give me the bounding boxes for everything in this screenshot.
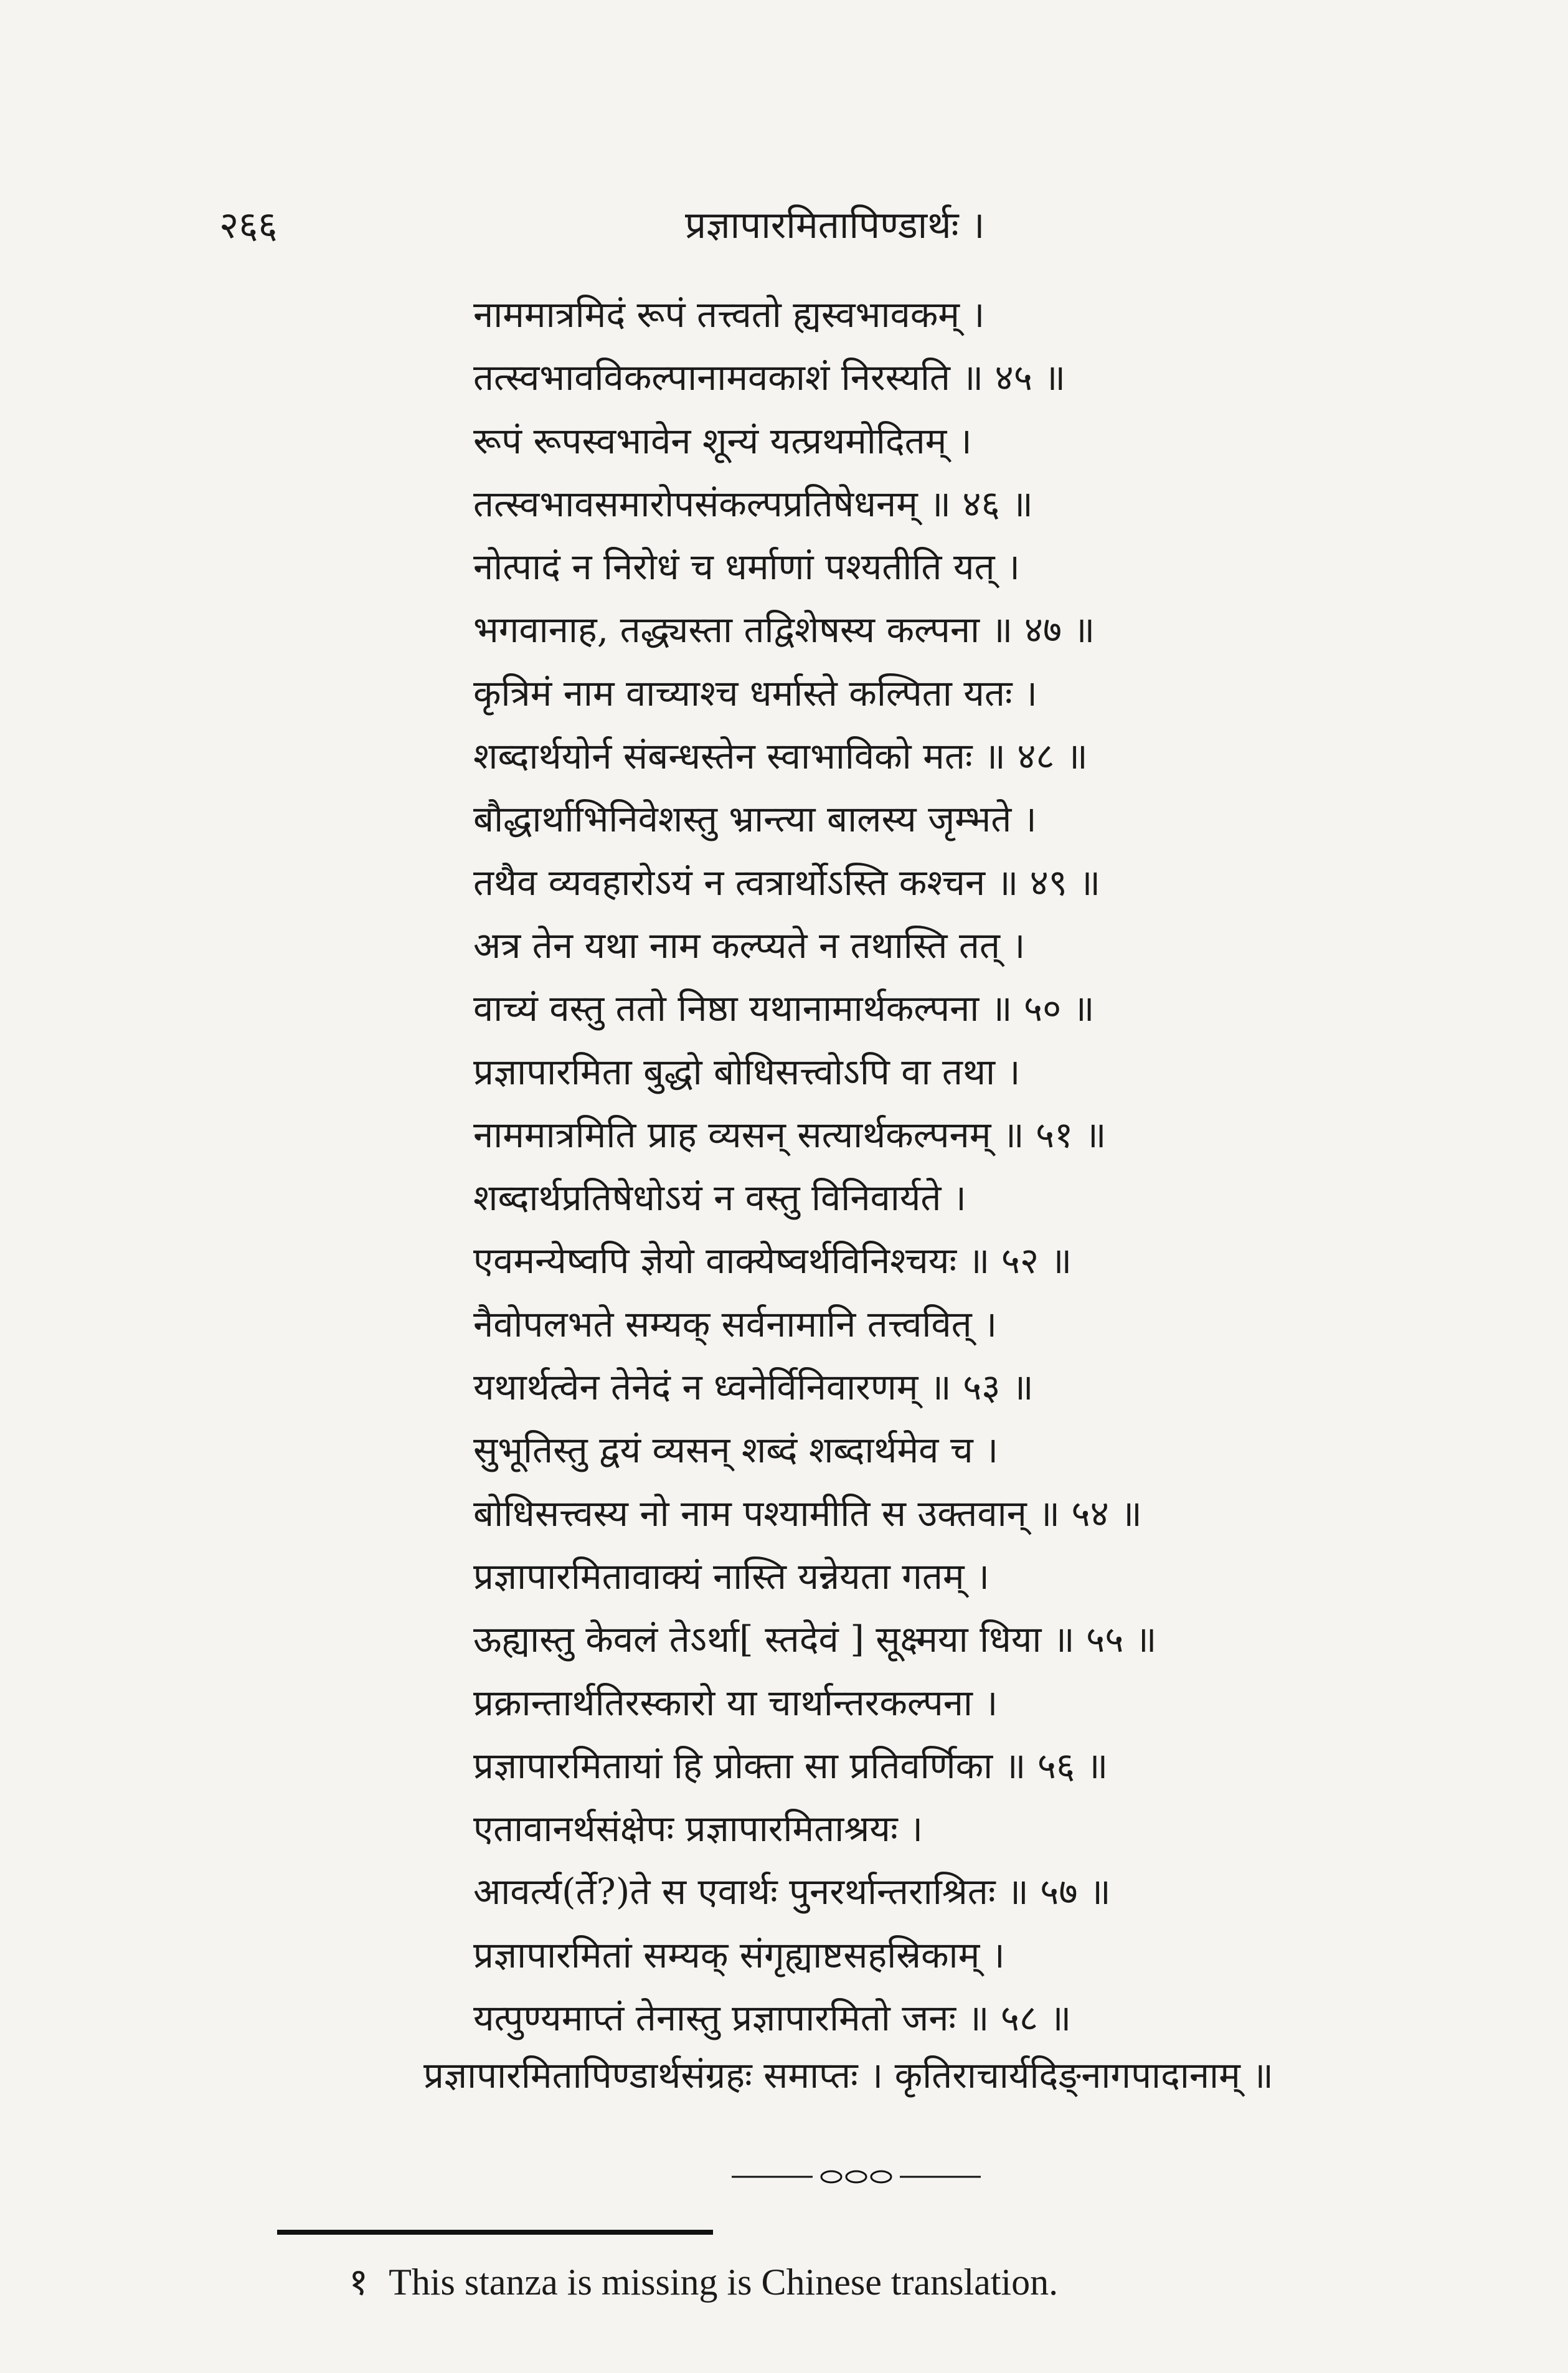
verse-line: शब्दार्थप्रतिषेधोऽयं न वस्तु विनिवार्यते । [473,1177,966,1220]
footnote [349,2255,1058,2306]
verse-line: सुभूतिस्तु द्वयं व्यसन् शब्दं शब्दार्थमेव च । [473,1429,999,1472]
verse-line: ऊह्यास्तु केवलं तेऽर्था[ स्तदेवं ] सूक्ष्मया धिया ॥ ५५ ॥ [473,1618,1157,1661]
verse-line: बोधिसत्त्वस्य नो नाम पश्यामीति स उक्तवान् ॥ ५४ ॥ [473,1492,1142,1535]
verse-line: प्रज्ञापारमितायां हि प्रोक्ता सा प्रतिवर्णिका ॥ ५६ ॥ [473,1744,1108,1787]
verse-line: बौद्धार्थाभिनिवेशस्तु भ्रान्त्या बालस्य जृम्भते । [473,798,1037,841]
verse-line: आवर्त्य(र्ते?)ते स एवार्थः पुनरर्थान्तराश्रितः ॥ ५७ ॥ [473,1870,1111,1913]
verse-line: शब्दार्थयोर्न संबन्धस्तेन स्वाभाविको मतः ॥ ४८ ॥ [473,735,1088,778]
verse-line: यत्पुण्यमाप्तं तेनास्तु प्रज्ञापारमितो जनः ॥ ५८ ॥ [473,1997,1072,2040]
verse-line: एतावानर्थसंक्षेपः प्रज्ञापारमिताश्रयः । [473,1807,923,1850]
verse-line: नैवोपलभते सम्यक् सर्वनामानि तत्त्ववित् । [473,1302,998,1345]
verse-line: तत्स्वभावसमारोपसंकल्पप्रतिषेधनम् ॥ ४६ ॥ [473,482,1033,525]
ornament-divider [732,2164,981,2189]
verse-line: भगवानाह, तद्ध्यस्ता तद्विशेषस्य कल्पना ॥ ४७ ॥ [473,609,1095,651]
verse-block [473,283,1519,2050]
verse-line: तत्स्वभावविकल्पानामवकाशं निरस्यति ॥ ४५ ॥ [473,356,1066,399]
verse-line: रूपं रूपस्वभावेन शून्यं यत्प्रथमोदितम् । [473,419,972,462]
running-header: प्रज्ञापारमितापिण्डार्थः । [685,204,985,247]
verse-line: नाममात्रमिति प्राह व्यसन् सत्यार्थकल्पनम् ॥ ५१ ॥ [473,1113,1107,1156]
page-number: २६६ [219,204,278,247]
verse-line: प्रज्ञापारमितावाक्यं नास्ति यन्नेयता गतम् । [473,1555,990,1598]
verse-line: यथार्थत्वेन तेनेदं न ध्वनेर्विनिवारणम् ॥ ५३ ॥ [473,1366,1034,1409]
verse-line: प्रज्ञापारमितां सम्यक् संगृह्याष्टसहस्रिकाम् । [473,1933,1005,1976]
footnote-rule [277,2230,713,2235]
verse-line: तथैव व्यवहारोऽयं न त्वत्रार्थोऽस्ति कश्चन ॥ ४९ ॥ [473,861,1101,904]
verse-line: एवमन्येष्वपि ज्ञेयो वाक्येष्वर्थविनिश्चयः ॥ ५२ ॥ [473,1239,1072,1282]
colophon: प्रज्ञापारमितापिण्डार्थसंग्रहः समाप्तः । कृतिराचार्यदिङ्नागपादानाम् ॥ [423,2054,1273,2096]
verse-line: प्रज्ञापारमिता बुद्धो बोधिसत्त्वोऽपि वा तथा । [473,1050,1021,1093]
verse-line: नोत्पादं न निरोधं च धर्माणां पश्यतीति यत् । [473,546,1021,589]
verse-line: वाच्यं वस्तु ततो निष्ठा यथानामार्थकल्पना ॥ ५० ॥ [473,987,1095,1030]
footnote-text: This stanza is missing is Chinese translation. [389,2262,1059,2303]
footnote-marker: १ [349,2262,369,2303]
verse-line: कृत्रिमं नाम वाच्याश्च धर्मास्ते कल्पिता यतः । [473,671,1038,714]
verse-line: अत्र तेन यथा नाम कल्प्यते न तथास्ति तत् । [473,924,1026,967]
verse-line: नाममात्रमिदं रूपं तत्त्वतो ह्यस्वभावकम् । [473,293,985,336]
verse-line: प्रक्रान्तार्थतिरस्कारो या चार्थान्तरकल्पना । [473,1681,998,1724]
